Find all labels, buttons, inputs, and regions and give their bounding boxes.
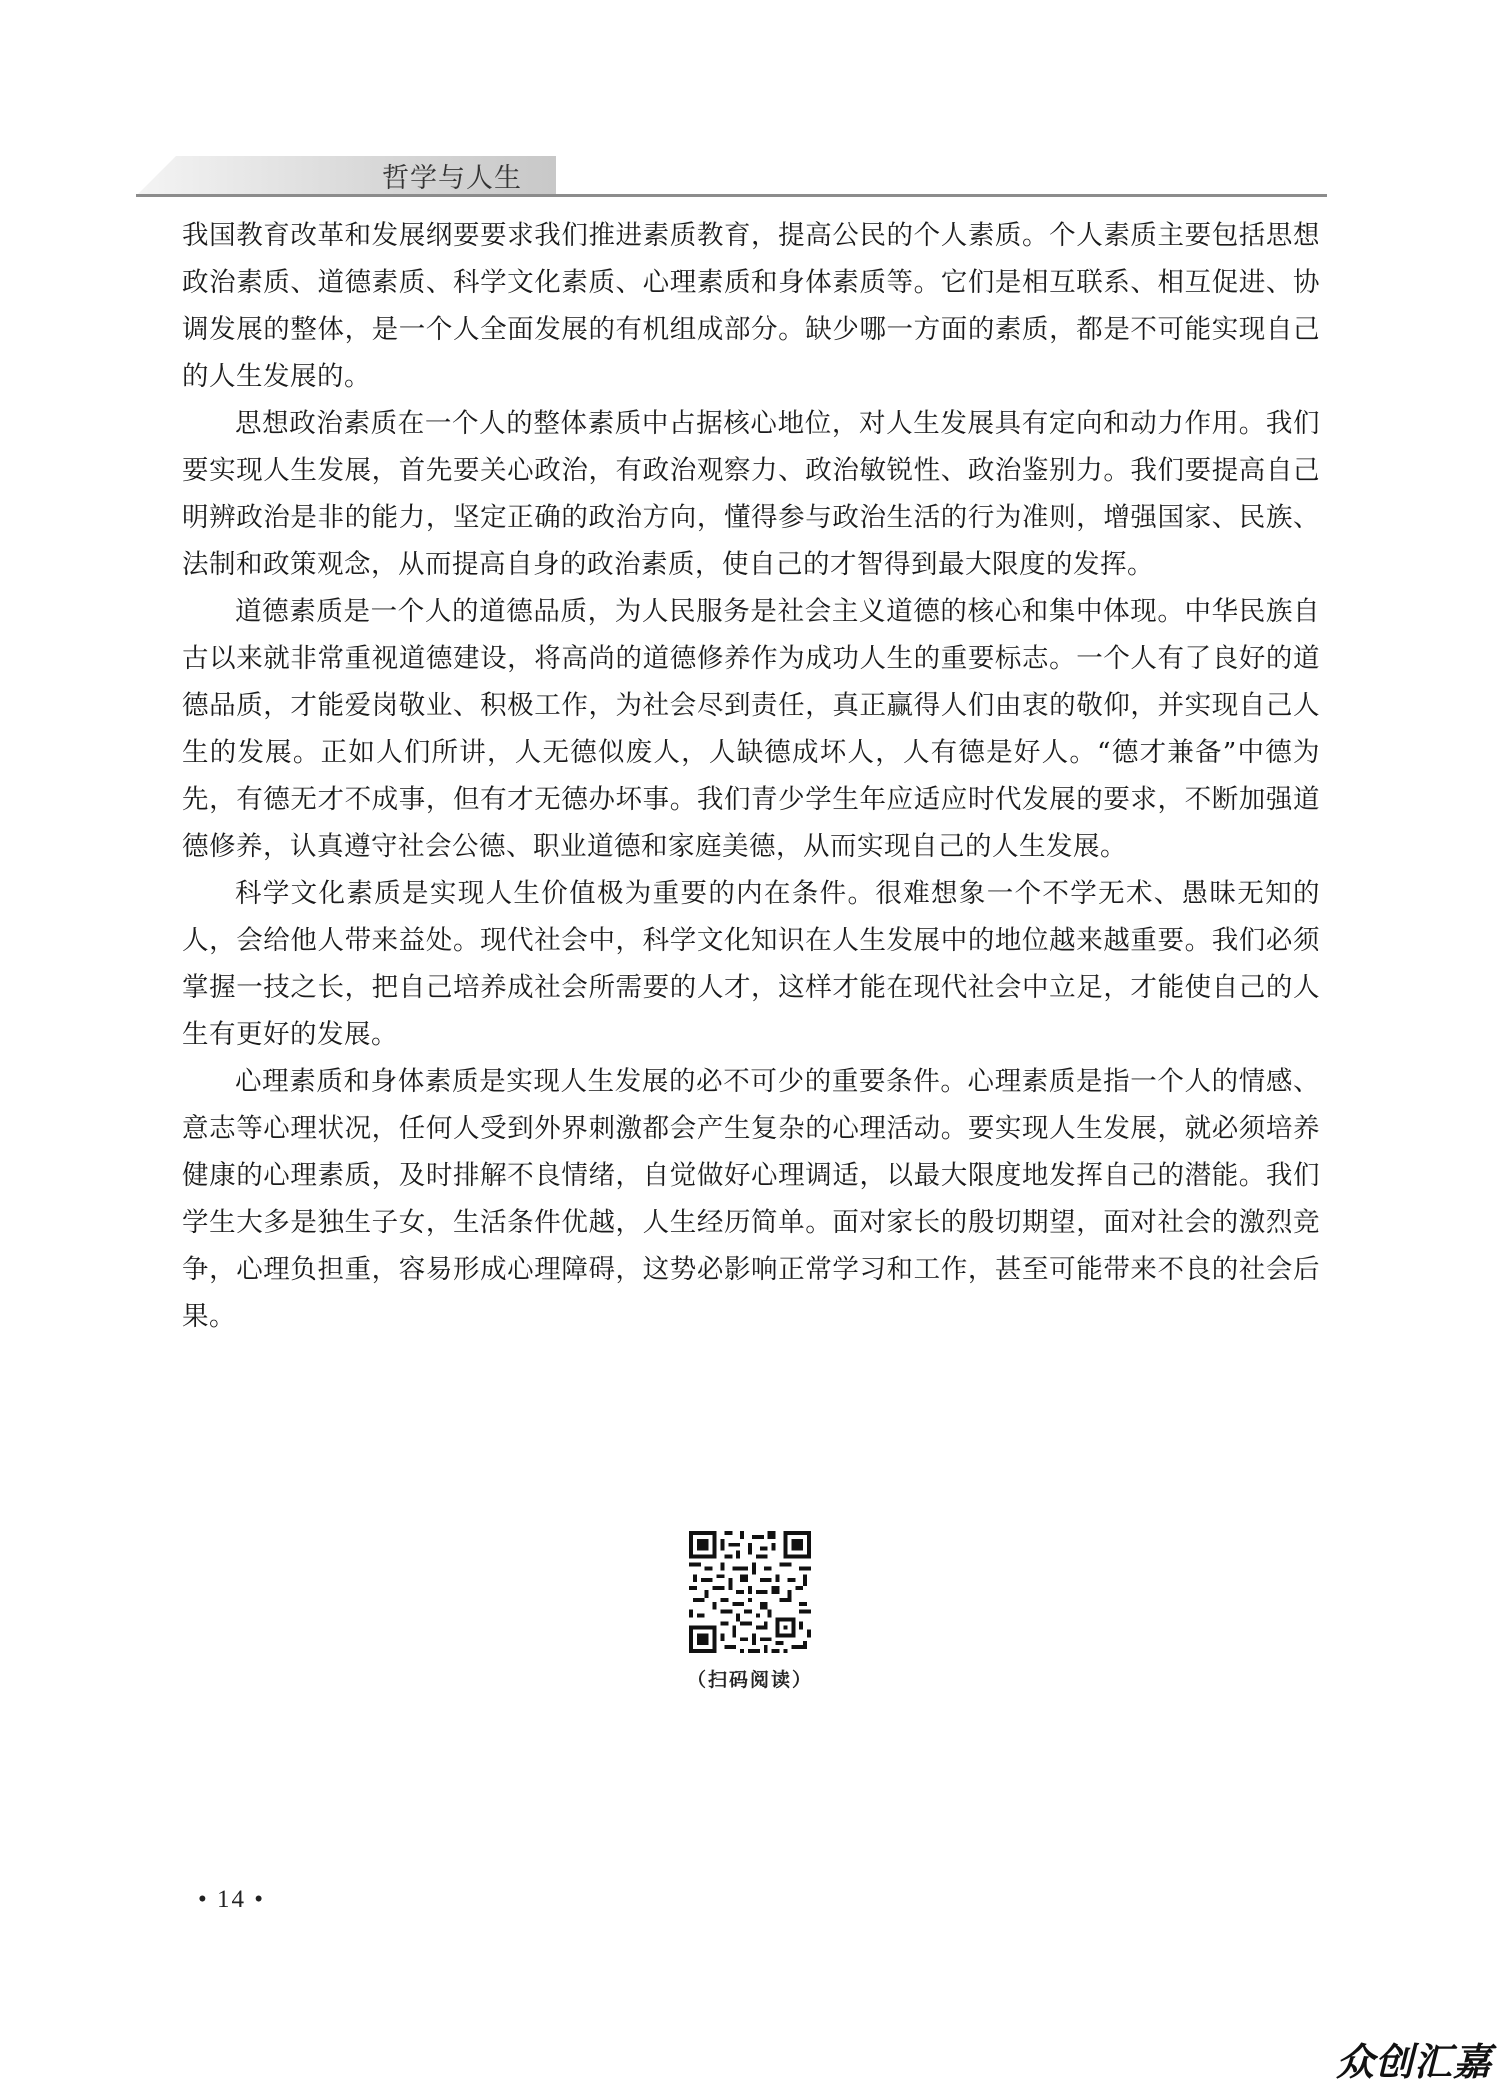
page-number: • 14 • bbox=[198, 1886, 266, 1913]
paragraph-psychological-physical-quality: 心理素质和身体素质是实现人生发展的必不可少的重要条件。心理素质是指一个人的情感、意志等心理状况，任何人受到外界刺激都会产生复杂的心理活动。要实现人生发展，就必须培养健康的心理素质，及时排解不良情绪，自觉做好心理调适，以最大限度地发挥自己的潜能。我们学生大多是独生子女，生活条件优越，人生经历简单。面对家长的殷切期望，面对社会的激烈竞争，心理负担重，容易形成心理障碍，这势必影响正常学习和工作，甚至可能带来不良的社会后果。 bbox=[182, 1066, 1320, 1332]
running-header bbox=[136, 152, 1327, 196]
paragraph-science-culture-quality: 科学文化素质是实现人生价值极为重要的内在条件。很难想象一个不学无术、愚昧无知的人，会给他人带来益处。现代社会中，科学文化知识在人生发展中的地位越来越重要。我们必须掌握一技之长，把自己培养成社会所需要的人才，这样才能在现代社会中立足，才能使自己的人生有更好的发展。 bbox=[182, 878, 1320, 1050]
qr-code-block bbox=[684, 1527, 816, 1692]
qr-caption: （扫码阅读） bbox=[686, 1669, 813, 1691]
book-title: 哲学与人生 bbox=[382, 163, 522, 194]
paragraph-political-quality: 思想政治素质在一个人的整体素质中占据核心地位，对人生发展具有定向和动力作用。我们要实现人生发展，首先要关心政治，有政治观察力、政治敏锐性、政治鉴别力。我们要提高自己明辨政治是非的能力，坚定正确的政治方向，懂得参与政治生活的行为准则，增强国家、民族、法制和政策观念，从而提高自身的政治素质，使自己的才智得到最大限度的发挥。 bbox=[182, 408, 1320, 580]
qr-code-icon[interactable] bbox=[684, 1527, 816, 1657]
paragraph-moral-quality: 道德素质是一个人的道德品质，为人民服务是社会主义道德的核心和集中体现。中华民族自古以来就非常重视道德建设，将高尚的道德修养作为成功人生的重要标志。一个人有了良好的道德品质，才能爱岗敬业、积极工作，为社会尽到责任，真正赢得人们由衷的敬仰，并实现自己人生的发展。正如人们所讲，人无德似废人，人缺德成坏人，人有德是好人。“德才兼备”中德为先，有德无才不成事，但有才无德办坏事。我们青少学生年应适应时代发展的要求，不断加强道德修养，认真遵守社会公德、职业道德和家庭美德，从而实现自己的人生发展。 bbox=[182, 596, 1320, 862]
body-text bbox=[182, 212, 1320, 1340]
watermark-logo: 众创汇嘉 bbox=[1335, 2040, 1492, 2084]
paragraph-intro: 我国教育改革和发展纲要要求我们推进素质教育，提高公民的个人素质。个人素质主要包括思想政治素质、道德素质、科学文化素质、心理素质和身体素质等。它们是相互联系、相互促进、协调发展的整体，是一个人全面发展的有机组成部分。缺少哪一方面的素质，都是不可能实现自己的人生发展的。 bbox=[182, 220, 1320, 392]
header-rule bbox=[136, 194, 1327, 197]
